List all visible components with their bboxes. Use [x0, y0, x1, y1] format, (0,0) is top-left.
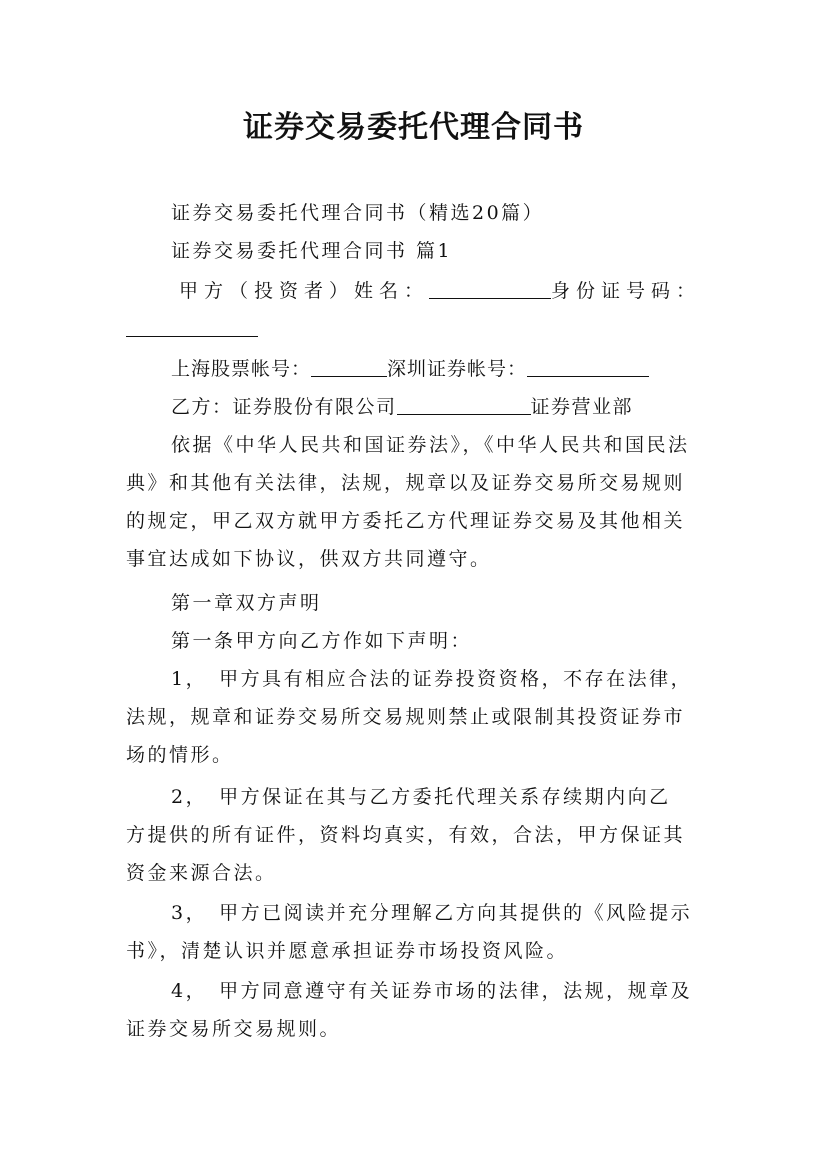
party-b-prefix: 乙方：证券股份有限公司 [171, 396, 397, 418]
shenzhen-blank [527, 356, 649, 377]
chapter-heading: 第一章双方声明 [171, 592, 322, 614]
shenzhen-label: 深圳证券帐号： [387, 358, 528, 380]
document-title: 证券交易委托代理合同书 [243, 110, 584, 145]
id-blank-line [126, 316, 258, 342]
id-number-blank [126, 316, 258, 337]
intro-line: 依据《中华人民共和国证券法》，《中华人民共和国民法 [171, 434, 690, 456]
intro-line: 典》和其他有关法律，法规，规章以及证券交易所交易规则 [126, 472, 686, 494]
item-1-line: 1， 甲方具有相应合法的证券投资资格，不存在法律， [171, 668, 693, 690]
item-1-line: 法规，规章和证券交易所交易规则禁止或限制其投资证券市 [126, 706, 686, 728]
intro-line: 事宜达成如下协议，供双方共同遵守。 [126, 548, 492, 570]
name-blank [429, 278, 551, 299]
id-label: 身份证号码： [551, 280, 702, 302]
item-4-line: 证券交易所交易规则。 [126, 1018, 342, 1040]
accounts-line [171, 356, 649, 382]
item-3-line: 3， 甲方已阅读并充分理解乙方向其提供的《风险提示 [171, 902, 693, 924]
article-heading: 第一条甲方向乙方作如下声明： [171, 630, 473, 652]
party-a-label: 甲方（投资者）姓名： [179, 280, 430, 302]
subtitle: 证券交易委托代理合同书（精选20篇） [171, 202, 545, 224]
party-b-line [171, 394, 633, 420]
item-3-line: 书》，清楚认识并愿意承担证券市场投资风险。 [126, 940, 569, 962]
shanghai-blank [311, 356, 387, 377]
item-2-line: 资金来源合法。 [126, 862, 277, 884]
party-b-suffix: 证券营业部 [530, 396, 634, 418]
intro-line: 的规定，甲乙双方就甲方委托乙方代理证券交易及其他相关 [126, 510, 686, 532]
item-1-line: 场的情形。 [126, 744, 234, 766]
party-a-line [179, 278, 701, 304]
item-4-line: 4， 甲方同意遵守有关证券市场的法律，法规，规章及 [171, 980, 693, 1002]
item-2-line: 2， 甲方保证在其与乙方委托代理关系存续期内向乙 [171, 786, 671, 808]
section-title: 证券交易委托代理合同书 篇1 [171, 240, 453, 262]
shanghai-label: 上海股票帐号： [171, 358, 312, 380]
item-2-line: 方提供的所有证件，资料均真实，有效，合法，甲方保证其 [126, 824, 686, 846]
party-b-blank [397, 394, 531, 415]
